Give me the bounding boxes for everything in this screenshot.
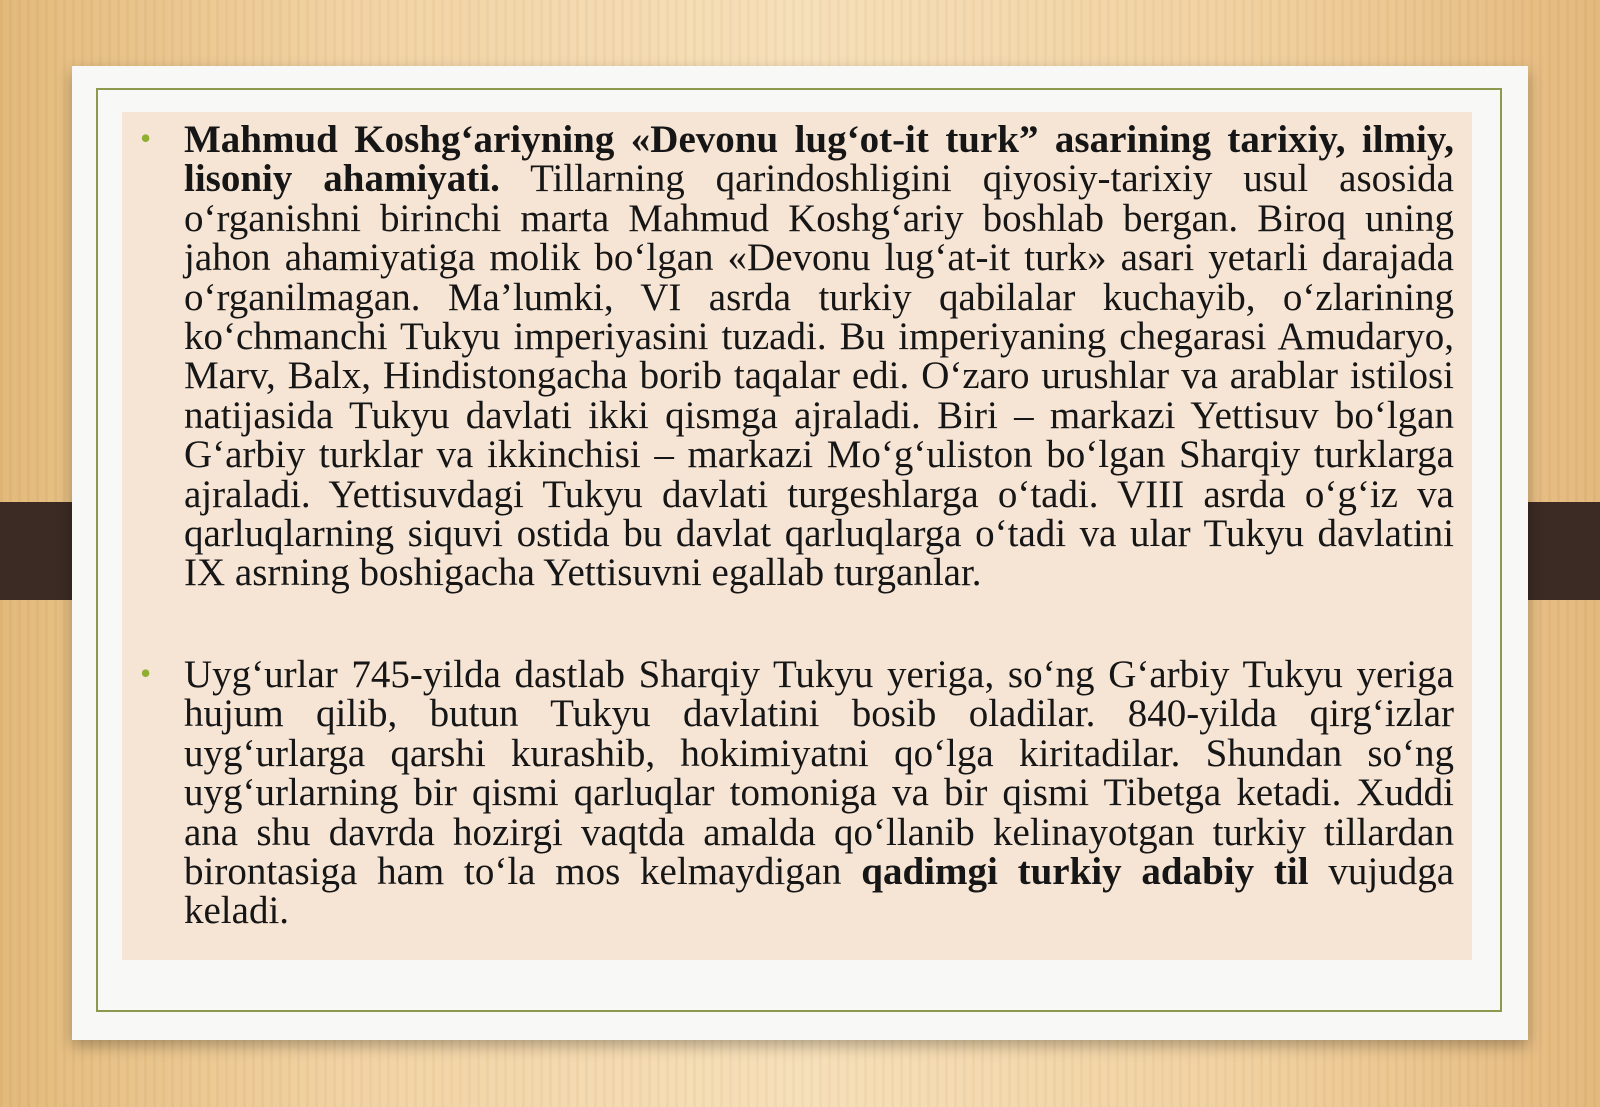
bullet-paragraph-2 <box>140 653 1455 933</box>
paragraph-2-text: Uyg‘urlar 745-yilda dastlab Sharqiy Tukyu yeriga, so‘ng G‘arbiy Tukyu yeriga hujum qilib, butun Tukyu davlatini bosib oladilar. 840-yilda qirg‘izlar uyg‘urlarga qarshi kurashib, hokimiyatni qo‘lga kiritadilar. Shundan so‘ng uyg‘urlarning bir qismi qarluqlar tomoniga va bir qismi Tibetga ketadi. Xuddi ana shu davrda hozirgi vaqtda amalda qo‘llanib kelinayotgan turkiy tillardan birontasiga ham to‘la mos kelmaydigan <box>184 653 1454 894</box>
paragraph-1-heading: Mahmud Koshg‘ariyning «Devonu lug‘ot-it turk” asarining tarixiy, ilmiy, lisoniy ahamiyati. <box>184 118 1454 201</box>
paragraph-2-tail: vujudga keladi. <box>184 850 1455 933</box>
bullet-paragraph-1 <box>140 118 1454 595</box>
bullet-icon: • <box>140 120 152 156</box>
paragraph-1-text: Tillarning qarindoshligini qiyosiy-tarixiy usul asosida o‘rganishni birinchi marta Mahmud Koshg‘ariy boshlab bergan. Biroq uning jahon ahamiyatiga molik bo‘lgan «Devonu lug‘at-it turk» asari yetarli darajada o‘rganilmagan. Ma’lumki, VI asrda turkiy qabilalar kuchayib, o‘zlarining ko‘chmanchi Tukyu imperiyasini tuzadi. Bu imperiyaning chegarasi Amudaryo, Marv, Balx, Hindistongacha borib taqalar edi. O‘zaro urushlar va arablar istilosi natijasida Tukyu davlati ikki qismga ajraladi. Biri – markazi Yettisuv bo‘lgan G‘arbiy turklar va ikkinchisi – markazi Mo‘g‘uliston bo‘lgan Sharqiy turklarga ajraladi. Yettisuvdagi Tukyu davlati turgeshlarga o‘tadi. VIII asrda o‘g‘iz va qarluqlarning siquvi ostida bu davlat qarluqlarga o‘tadi va ular Tukyu davlatini IX asrning boshigacha Yettisuvni egallab turganlar. <box>184 157 1454 595</box>
bullet-icon: • <box>140 655 152 691</box>
paragraph-2-bold-term: qadimgi turkiy adabiy til <box>861 850 1309 894</box>
